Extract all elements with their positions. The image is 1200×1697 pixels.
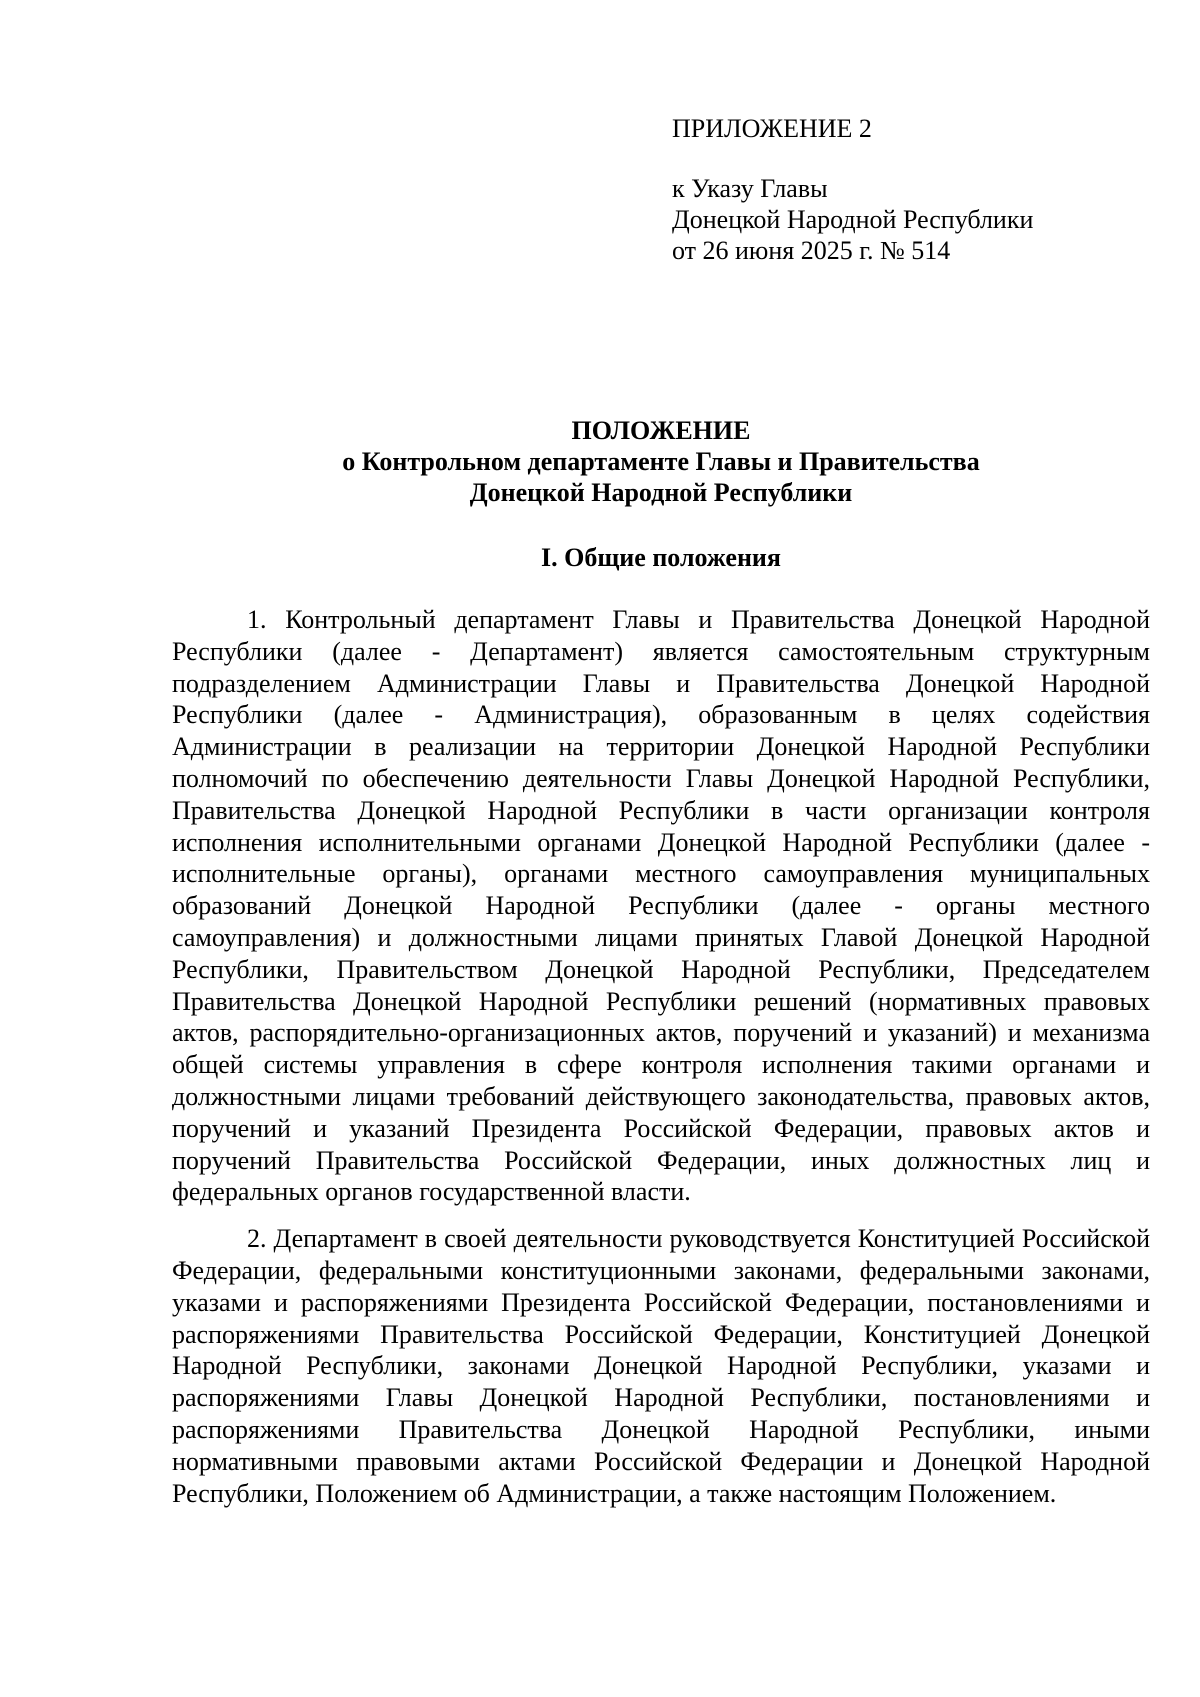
paragraph-2: 2. Департамент в своей деятельности руководствуется Конституцией Российской Федерации, федеральными конституционными законами, федеральными законами, указами и распоряжениями Президента Российской Федерации, постановлениями и распоряжениями Правительства Российской Федерации, Конституцией Донецкой Народной Республики, законами Донецкой Народной Республики, указами и распоряжениями Главы Донецкой Народной Республики, постановлениями и распоряжениями Правительства Донецкой Народной Республики, иными нормативными правовыми актами Российской Федерации и Донецкой Народной Республики, Положением об Администрации, а также настоящим Положением. — [172, 1224, 1150, 1508]
appendix-title: ПРИЛОЖЕНИЕ 2 — [672, 114, 872, 143]
appendix-republic-line: Донецкой Народной Республики — [672, 205, 1034, 234]
section-heading: I. Общие положения — [541, 543, 781, 572]
document-title — [172, 415, 1150, 508]
paragraph-1: 1. Контрольный департамент Главы и Правительства Донецкой Народной Республики (далее - Департамент) является самостоятельным структурным подразделением Администрации Главы и Правительства Донецкой Народной Республики (далее - Администрация), образованным в целях содействия Администрации в реализации на территории Донецкой Народной Республики полномочий по обеспечению деятельности Главы Донецкой Народной Республики, Правительства Донецкой Народной Республики в части организации контроля исполнения исполнительными органами Донецкой Народной Республики (далее - исполнительные органы), органами местного самоуправления муниципальных образований Донецкой Народной Республики (далее - органы местного самоуправления) и должностными лицами принятых Главой Донецкой Народной Республики, Правительством Донецкой Народной Республики, Председателем Правительства Донецкой Народной Республики решений (нормативных правовых актов, распорядительно-организационных актов, поручений и указаний) и механизма общей системы управления в сфере контроля исполнения такими органами и должностными лицами требований действующего законодательства, правовых актов, поручений и указаний Президента Российской Федерации, правовых актов и поручений Правительства Российской Федерации, иных должностных лиц и федеральных органов государственной власти. — [172, 605, 1150, 1207]
appendix-header — [672, 113, 1132, 266]
appendix-date-number-line: от 26 июня 2025 г. № 514 — [672, 236, 951, 265]
section-body — [172, 604, 1150, 1524]
appendix-decree-line: к Указу Главы — [672, 174, 828, 203]
document-title-republic: Донецкой Народной Республики — [469, 478, 853, 507]
document-title-subject: о Контрольном департаменте Главы и Правительства — [342, 447, 980, 476]
document-title-main: ПОЛОЖЕНИЕ — [571, 416, 751, 445]
